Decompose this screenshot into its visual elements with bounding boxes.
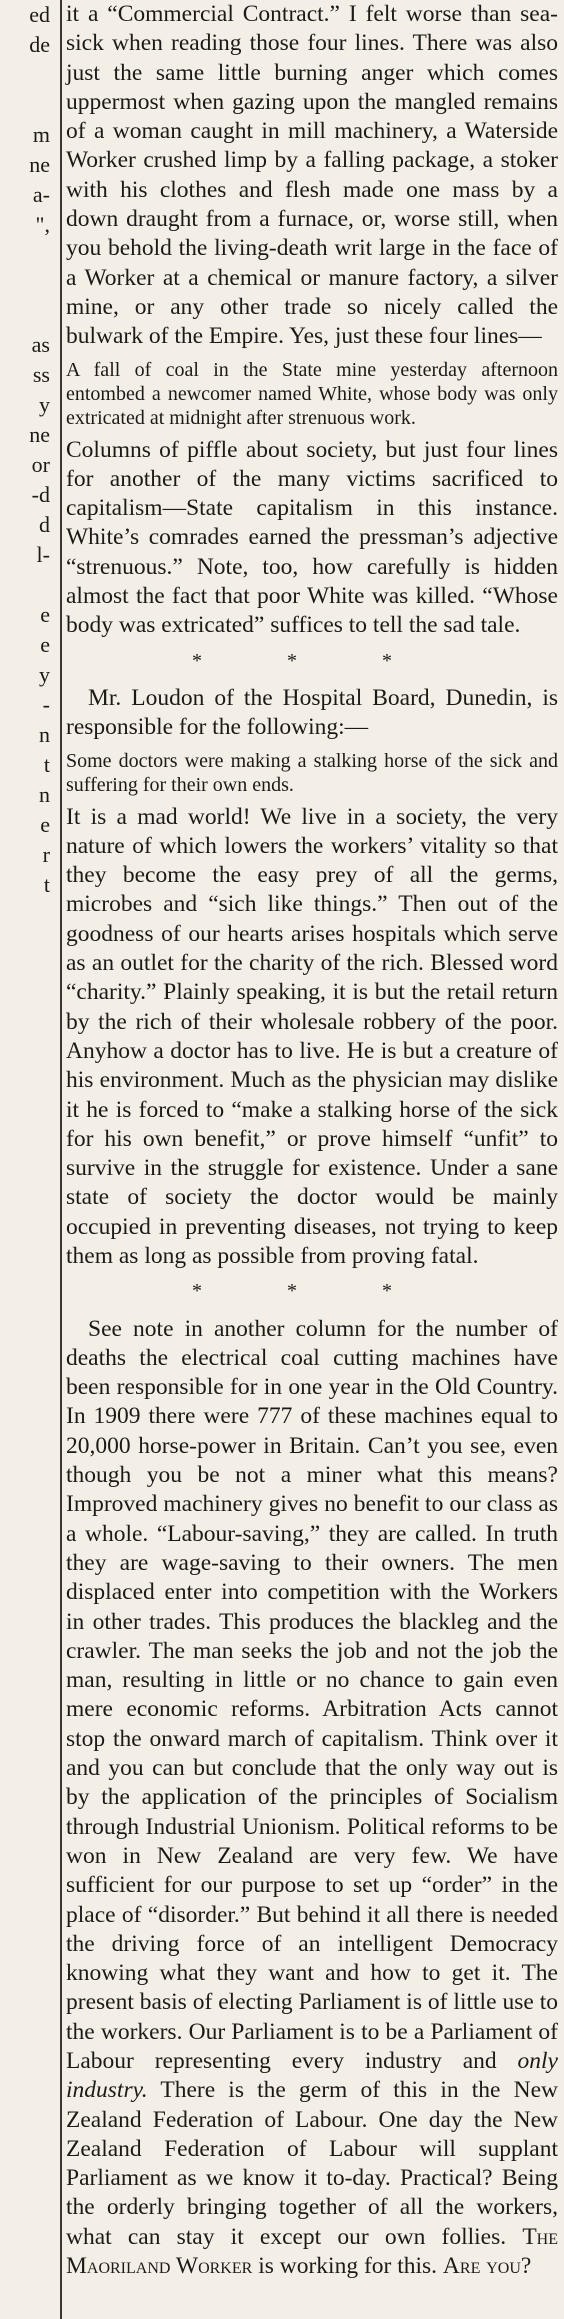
section-divider-2: * * * — [192, 1280, 432, 1303]
left-fragment — [0, 270, 56, 300]
coal-cutting-text-c: is working for this. — [258, 2253, 438, 2280]
column-rule — [60, 0, 62, 2319]
left-fragment: - — [42, 692, 50, 717]
left-fragment: y — [39, 392, 50, 417]
paragraph-mad-world: It is a mad world! We live in a society, the very nature of which lowers the workers’ vitality so that they become the easy prey of all the germs, microbes and “sich like things.” Then out of the goodness of our hearts arises hospitals which serve as an outlet for the charity of the rich. Blessed word “charity.” Plainly speaking, it is but the retail return by the rich of their wholesale robbery of the poor. Anyhow a doctor has to live. He is but a creature of his environment. Much as the physician may dislike it he is forced to “make a stalking horse of the sick for his own benefit,” or prove himself “unfit” to survive in the struggle for existence. Under a sane state of society the doctor would be mainly occupied in preventing diseases, not trying to keep them as long as possible from proving fatal. — [66, 803, 558, 1269]
paragraph-loudon: Mr. Loudon of the Hospital Board, Dunedin, is responsible for the following:— — [66, 684, 558, 741]
left-fragment: r — [42, 842, 50, 867]
left-fragment — [0, 960, 56, 990]
coal-cutting-text-a: See note in another column for the number of deaths the electrical coal cutting machines have been responsible for in one year in the Old Country. In 1909 there were 777 of these machines equal to 20,000 horse-power in Britain. Can’t you see, even though you be not a miner what this means? Improved machinery gives no benefit to our class as a whole. “Labour-saving,” they are called. In truth they are wage-saving to their owners. The men displaced enter into competition with the Workers in other trades. This produces the blackleg and the crawler. The man seeks the job and not the job the man, resulting in little or no chance to gain even mere economic reforms. Arbitration Acts cannot stop the onward march of capitalism. Think over it and you can but conclude that the only way out is by the application of the principles of Socialism through Industrial Unionism. Political reforms to be won in New Zealand are very few. We have sufficient for our purpose to set up “order” in the place of “disorder.” But behind it all there is needed the driving force of an intelligent Democracy knowing what they want and how to get it. The present basis of electing Parliament is of little use to the workers. Our Parliament is to be a Parliament of Labour representing every industry and — [66, 1315, 558, 2074]
left-fragment: a- — [32, 182, 50, 207]
paper-name: The Maoriland Worker — [66, 2223, 558, 2280]
left-fragment: de — [29, 32, 50, 57]
paragraph-coal-cutting — [66, 1315, 558, 2282]
paragraph-commercial-contract: it a “Commercial Contract.” I felt worse than sea-sick when reading those four lines. There was also just the same little burning anger which comes uppermost when gazing upon the mangled remains of a woman caught in mill machinery, a Waterside Worker crushed limp by a falling package, a stoker with his clothes and flesh made one mass by a down draught from a furnace, or, worse still, when you behold the living-death writ large in the face of a Worker at a chemical or manure factory, a silver mine, or any other trade so nicely called the bulwark of the Empire. Yes, just these four lines— — [66, 1, 558, 350]
left-fragment: n — [39, 782, 50, 807]
left-fragment: as — [31, 332, 50, 357]
left-fragment — [0, 300, 56, 330]
section-divider-1: * * * — [192, 649, 432, 672]
left-fragment: ne — [29, 422, 50, 447]
left-fragment: l- — [36, 542, 50, 567]
left-fragment — [0, 900, 56, 930]
left-fragment: t — [43, 872, 50, 897]
left-fragment — [0, 240, 56, 270]
left-column-fragments — [0, 0, 56, 2319]
quote-state-mine: A fall of coal in the State mine yesterday afternoon entombed a newcomer named White, whose body was only extricated at midnight after strenuous work. — [66, 358, 558, 429]
left-fragment: ss — [32, 362, 50, 387]
article-column — [66, 0, 558, 2287]
left-fragment: ed — [29, 2, 50, 27]
left-fragment — [0, 90, 56, 120]
left-fragment — [0, 570, 56, 600]
left-fragment: t — [43, 752, 50, 777]
left-fragment: m — [32, 122, 50, 147]
left-fragment: or — [31, 452, 50, 477]
coal-cutting-emphasis: only industry. — [66, 2048, 558, 2104]
left-fragment — [0, 990, 56, 1020]
left-fragment: -d — [31, 482, 50, 507]
quote-stalking-horse: Some doctors were making a stalking horse of the sick and suffering for their own ends. — [66, 749, 558, 796]
left-fragment — [0, 930, 56, 960]
left-fragment: d — [39, 512, 50, 537]
left-fragment: e — [40, 812, 50, 837]
left-fragment — [0, 60, 56, 90]
left-fragment: e — [40, 632, 50, 657]
left-fragment — [0, 1020, 56, 1050]
left-fragment: y — [39, 662, 50, 687]
paragraph-piffle: Columns of piffle about society, but just four lines for another of the many victims sacrificed to capitalism—State capitalism in this instance. White’s comrades earned the pressman’s adjective “strenuous.” Note, too, how carefully is hidden almost the fact that poor White was killed. “Whose body was extricated” suffices to tell the sad tale. — [66, 436, 558, 639]
closing-question: Are you? — [442, 2253, 532, 2280]
left-fragment: ", — [35, 212, 50, 237]
left-fragment — [0, 1050, 56, 1080]
left-fragment: e — [40, 602, 50, 627]
left-fragment: ne — [29, 152, 50, 177]
coal-cutting-text-b: There is the germ of this in the New Zealand Federation of Labour. One day the New Zealand Federation of Labour will supplant Parliament as we know it to-day. Practical? Being the orderly bringing together of all the workers, what can stay it except our own follies. — [66, 2077, 559, 2250]
left-fragment: n — [39, 722, 50, 747]
